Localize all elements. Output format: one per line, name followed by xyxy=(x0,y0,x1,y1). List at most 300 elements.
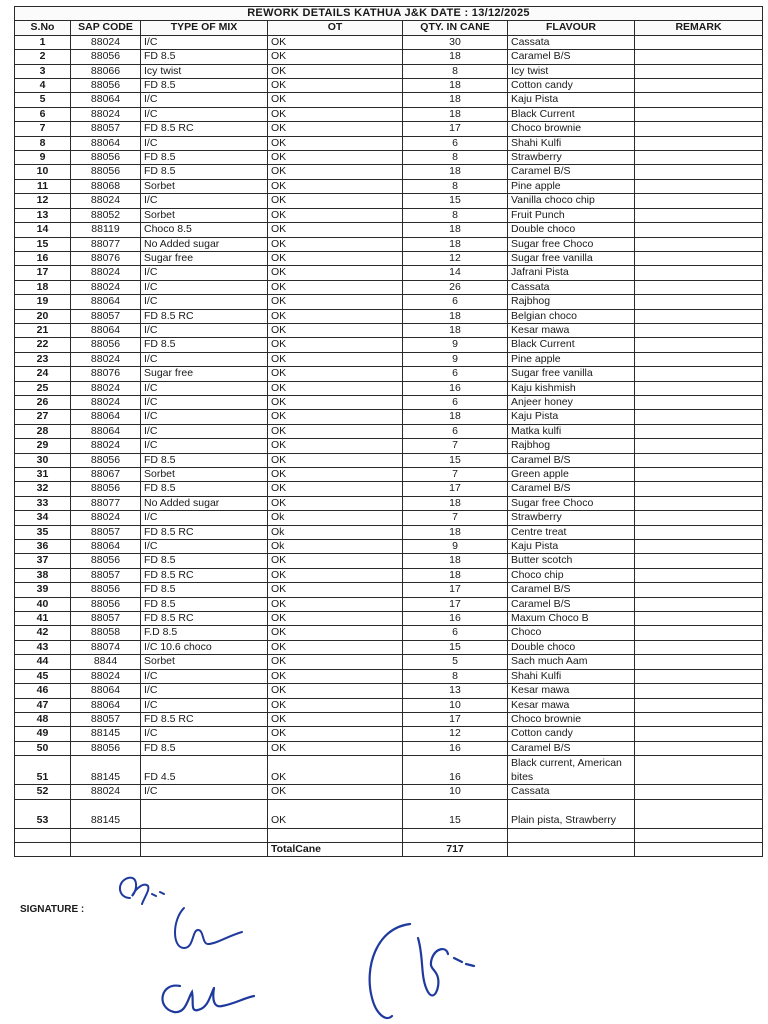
ot-cell: OK xyxy=(268,179,403,193)
table-row xyxy=(15,669,763,683)
table-row xyxy=(15,525,763,539)
remark-cell xyxy=(635,640,763,654)
remark-cell xyxy=(635,597,763,611)
flavour-cell: Icy twist xyxy=(508,64,635,78)
ot-cell: OK xyxy=(268,712,403,726)
remark-cell xyxy=(635,655,763,669)
mix-type-cell: Choco 8.5 xyxy=(141,223,268,237)
sno-cell: 25 xyxy=(15,381,71,395)
sno-cell: 2 xyxy=(15,50,71,64)
table-row xyxy=(15,237,763,251)
table-row xyxy=(15,568,763,582)
mix-type-cell: Icy twist xyxy=(141,64,268,78)
mix-type-cell: I/C 10.6 choco xyxy=(141,640,268,654)
mix-type-cell: I/C xyxy=(141,280,268,294)
sap-code-cell: 88064 xyxy=(71,93,141,107)
sap-code-cell: 88056 xyxy=(71,453,141,467)
header-row xyxy=(15,21,763,35)
remark-cell xyxy=(635,79,763,93)
flavour-cell: Centre treat xyxy=(508,525,635,539)
ot-cell: OK xyxy=(268,626,403,640)
flavour-cell: Black Current xyxy=(508,107,635,121)
sap-code-cell: 88056 xyxy=(71,597,141,611)
flavour-cell: Caramel B/S xyxy=(508,50,635,64)
sap-code-cell: 88119 xyxy=(71,223,141,237)
remark-cell xyxy=(635,554,763,568)
title-row xyxy=(15,7,763,21)
sap-code-cell: 88057 xyxy=(71,122,141,136)
sno-cell: 34 xyxy=(15,511,71,525)
flavour-cell: Vanilla choco chip xyxy=(508,194,635,208)
table-row xyxy=(15,122,763,136)
sap-code-cell: 88056 xyxy=(71,583,141,597)
remark-cell xyxy=(635,352,763,366)
flavour-cell: Green apple xyxy=(508,468,635,482)
flavour-cell: Sugar free vanilla xyxy=(508,367,635,381)
mix-type-cell: I/C xyxy=(141,684,268,698)
ot-cell: OK xyxy=(268,309,403,323)
ot-cell: OK xyxy=(268,741,403,755)
sap-code-cell: 88056 xyxy=(71,165,141,179)
mix-type-cell: Sorbet xyxy=(141,208,268,222)
table-row xyxy=(15,50,763,64)
remark-cell xyxy=(635,179,763,193)
sap-code-cell: 8844 xyxy=(71,655,141,669)
sno-cell: 29 xyxy=(15,439,71,453)
mix-type-cell: FD 8.5 xyxy=(141,338,268,352)
qty-cell: 13 xyxy=(403,684,508,698)
remark-cell xyxy=(635,612,763,626)
sno-cell: 16 xyxy=(15,251,71,265)
table-row xyxy=(15,93,763,107)
blank-cell xyxy=(71,828,141,842)
sno-cell: 46 xyxy=(15,684,71,698)
table-row xyxy=(15,640,763,654)
remark-cell xyxy=(635,669,763,683)
sap-code-cell: 88064 xyxy=(71,295,141,309)
remark-cell xyxy=(635,194,763,208)
sap-code-cell: 88058 xyxy=(71,626,141,640)
remark-cell xyxy=(635,107,763,121)
table-row xyxy=(15,266,763,280)
remark-cell xyxy=(635,727,763,741)
remark-cell xyxy=(635,453,763,467)
flavour-cell: Sugar free Choco xyxy=(508,237,635,251)
blank-cell xyxy=(635,828,763,842)
remark-cell xyxy=(635,424,763,438)
flavour-cell: Kaju Pista xyxy=(508,540,635,554)
sap-code-cell: 88064 xyxy=(71,540,141,554)
mix-type-cell: I/C xyxy=(141,424,268,438)
sno-cell: 39 xyxy=(15,583,71,597)
table-row xyxy=(15,280,763,294)
table-row xyxy=(15,554,763,568)
flavour-cell: Kaju kishmish xyxy=(508,381,635,395)
table-row xyxy=(15,698,763,712)
ot-cell: OK xyxy=(268,208,403,222)
flavour-cell: Caramel B/S xyxy=(508,482,635,496)
ot-cell: Ok xyxy=(268,511,403,525)
remark-cell xyxy=(635,540,763,554)
col-sap-header: SAP CODE xyxy=(71,21,141,35)
sno-cell: 28 xyxy=(15,424,71,438)
remark-cell xyxy=(635,223,763,237)
sno-cell: 37 xyxy=(15,554,71,568)
ot-cell: OK xyxy=(268,64,403,78)
mix-type-cell: I/C xyxy=(141,410,268,424)
mix-type-cell: FD 8.5 xyxy=(141,50,268,64)
sno-cell: 32 xyxy=(15,482,71,496)
sap-code-cell: 88057 xyxy=(71,568,141,582)
mix-type-cell: FD 8.5 xyxy=(141,583,268,597)
table-row xyxy=(15,367,763,381)
flavour-cell: Caramel B/S xyxy=(508,597,635,611)
qty-cell: 9 xyxy=(403,338,508,352)
qty-cell: 18 xyxy=(403,496,508,510)
qty-cell: 30 xyxy=(403,35,508,49)
flavour-cell: Maxum Choco B xyxy=(508,612,635,626)
ot-cell: OK xyxy=(268,50,403,64)
sno-cell: 38 xyxy=(15,568,71,582)
flavour-cell: Shahi Kulfi xyxy=(508,669,635,683)
table-row xyxy=(15,107,763,121)
sno-cell: 42 xyxy=(15,626,71,640)
mix-type-cell: I/C xyxy=(141,381,268,395)
flavour-cell: Caramel B/S xyxy=(508,583,635,597)
mix-type-cell: Sorbet xyxy=(141,468,268,482)
remark-cell xyxy=(635,568,763,582)
flavour-cell: Kesar mawa xyxy=(508,698,635,712)
table-row xyxy=(15,165,763,179)
remark-cell xyxy=(635,381,763,395)
flavour-cell: Double choco xyxy=(508,640,635,654)
col-ot-header: OT xyxy=(268,21,403,35)
table-row xyxy=(15,712,763,726)
flavour-cell: Sach much Aam xyxy=(508,655,635,669)
signature-4 xyxy=(358,918,498,1024)
flavour-cell: Matka kulfi xyxy=(508,424,635,438)
sno-cell: 50 xyxy=(15,741,71,755)
remark-cell xyxy=(635,684,763,698)
qty-cell: 17 xyxy=(403,597,508,611)
sno-cell: 7 xyxy=(15,122,71,136)
qty-cell: 18 xyxy=(403,107,508,121)
sno-cell: 52 xyxy=(15,785,71,799)
ot-cell: OK xyxy=(268,295,403,309)
flavour-cell: Rajbhog xyxy=(508,295,635,309)
table-row xyxy=(15,35,763,49)
total-blank-cell xyxy=(71,842,141,856)
mix-type-cell: I/C xyxy=(141,352,268,366)
flavour-cell: Double choco xyxy=(508,223,635,237)
qty-cell: 26 xyxy=(403,280,508,294)
sap-code-cell: 88077 xyxy=(71,496,141,510)
sno-cell: 3 xyxy=(15,64,71,78)
mix-type-cell: I/C xyxy=(141,136,268,150)
remark-cell xyxy=(635,309,763,323)
ot-cell: OK xyxy=(268,640,403,654)
sap-code-cell: 88056 xyxy=(71,338,141,352)
mix-type-cell: I/C xyxy=(141,395,268,409)
qty-cell: 6 xyxy=(403,395,508,409)
flavour-cell: Strawberry xyxy=(508,151,635,165)
ot-cell: OK xyxy=(268,323,403,337)
remark-cell xyxy=(635,338,763,352)
qty-cell: 9 xyxy=(403,352,508,366)
mix-type-cell: I/C xyxy=(141,93,268,107)
sno-cell: 26 xyxy=(15,395,71,409)
qty-cell: 14 xyxy=(403,266,508,280)
flavour-cell: Choco brownie xyxy=(508,122,635,136)
sno-cell: 19 xyxy=(15,295,71,309)
sno-cell: 49 xyxy=(15,727,71,741)
col-qty-header: QTY. IN CANE xyxy=(403,21,508,35)
ot-cell: OK xyxy=(268,785,403,799)
mix-type-cell: No Added sugar xyxy=(141,237,268,251)
mix-type-cell: FD 8.5 RC xyxy=(141,612,268,626)
mix-type-cell: FD 8.5 xyxy=(141,453,268,467)
sap-code-cell: 88056 xyxy=(71,50,141,64)
flavour-cell: Pine apple xyxy=(508,179,635,193)
sno-cell: 6 xyxy=(15,107,71,121)
total-qty: 717 xyxy=(403,842,508,856)
flavour-cell: Choco chip xyxy=(508,568,635,582)
qty-cell: 8 xyxy=(403,669,508,683)
table-row xyxy=(15,395,763,409)
table-row xyxy=(15,453,763,467)
mix-type-cell: FD 8.5 xyxy=(141,79,268,93)
sno-cell: 48 xyxy=(15,712,71,726)
sno-cell: 10 xyxy=(15,165,71,179)
qty-cell: 18 xyxy=(403,323,508,337)
mix-type-cell: Sugar free xyxy=(141,251,268,265)
flavour-cell: Plain pista, Strawberry xyxy=(508,799,635,828)
col-flavour-header: FLAVOUR xyxy=(508,21,635,35)
qty-cell: 17 xyxy=(403,482,508,496)
flavour-cell: Kesar mawa xyxy=(508,684,635,698)
remark-cell xyxy=(635,266,763,280)
table-row xyxy=(15,468,763,482)
table-row xyxy=(15,655,763,669)
total-blank-cell xyxy=(15,842,71,856)
qty-cell: 16 xyxy=(403,612,508,626)
mix-type-cell: FD 8.5 xyxy=(141,151,268,165)
table-row xyxy=(15,410,763,424)
qty-cell: 18 xyxy=(403,93,508,107)
sap-code-cell: 88064 xyxy=(71,698,141,712)
total-blank-cell xyxy=(141,842,268,856)
sap-code-cell: 88024 xyxy=(71,352,141,366)
ot-cell: OK xyxy=(268,352,403,366)
sap-code-cell: 88067 xyxy=(71,468,141,482)
signature-2 xyxy=(168,900,258,960)
remark-cell xyxy=(635,367,763,381)
sap-code-cell: 88057 xyxy=(71,712,141,726)
remark-cell xyxy=(635,468,763,482)
mix-type-cell: FD 8.5 RC xyxy=(141,122,268,136)
remark-cell xyxy=(635,756,763,785)
flavour-cell: Kaju Pista xyxy=(508,93,635,107)
sno-cell: 51 xyxy=(15,756,71,785)
flavour-cell: Cotton candy xyxy=(508,727,635,741)
mix-type-cell: I/C xyxy=(141,107,268,121)
remark-cell xyxy=(635,439,763,453)
qty-cell: 16 xyxy=(403,381,508,395)
blank-cell xyxy=(15,828,71,842)
mix-type-cell: FD 8.5 xyxy=(141,165,268,179)
sno-cell: 30 xyxy=(15,453,71,467)
sap-code-cell: 88066 xyxy=(71,64,141,78)
qty-cell: 7 xyxy=(403,511,508,525)
sap-code-cell: 88077 xyxy=(71,237,141,251)
blank-cell xyxy=(403,828,508,842)
mix-type-cell: I/C xyxy=(141,669,268,683)
qty-cell: 18 xyxy=(403,223,508,237)
table-row xyxy=(15,684,763,698)
ot-cell: OK xyxy=(268,727,403,741)
ot-cell: OK xyxy=(268,266,403,280)
blank-cell xyxy=(268,828,403,842)
ot-cell: OK xyxy=(268,439,403,453)
qty-cell: 17 xyxy=(403,583,508,597)
sap-code-cell: 88074 xyxy=(71,640,141,654)
ot-cell: OK xyxy=(268,669,403,683)
table-row xyxy=(15,756,763,785)
remark-cell xyxy=(635,122,763,136)
sap-code-cell: 88064 xyxy=(71,684,141,698)
total-row xyxy=(15,842,763,856)
sap-code-cell: 88064 xyxy=(71,410,141,424)
sno-cell: 8 xyxy=(15,136,71,150)
flavour-cell: Cassata xyxy=(508,35,635,49)
remark-cell xyxy=(635,208,763,222)
sno-cell: 4 xyxy=(15,79,71,93)
table-row xyxy=(15,323,763,337)
table-row xyxy=(15,79,763,93)
remark-cell xyxy=(635,165,763,179)
remark-cell xyxy=(635,698,763,712)
table-row xyxy=(15,540,763,554)
ot-cell: OK xyxy=(268,453,403,467)
table-row xyxy=(15,626,763,640)
mix-type-cell: FD 8.5 xyxy=(141,482,268,496)
qty-cell: 18 xyxy=(403,237,508,251)
sno-cell: 15 xyxy=(15,237,71,251)
sap-code-cell: 88057 xyxy=(71,309,141,323)
signature-3 xyxy=(150,968,260,1024)
flavour-cell: Caramel B/S xyxy=(508,453,635,467)
sno-cell: 14 xyxy=(15,223,71,237)
sno-cell: 20 xyxy=(15,309,71,323)
remark-cell xyxy=(635,151,763,165)
sno-cell: 13 xyxy=(15,208,71,222)
qty-cell: 10 xyxy=(403,785,508,799)
qty-cell: 6 xyxy=(403,295,508,309)
remark-cell xyxy=(635,251,763,265)
sap-code-cell: 88064 xyxy=(71,424,141,438)
sap-code-cell: 88056 xyxy=(71,151,141,165)
mix-type-cell: F.D 8.5 xyxy=(141,626,268,640)
sno-cell: 31 xyxy=(15,468,71,482)
remark-cell xyxy=(635,395,763,409)
mix-type-cell: I/C xyxy=(141,194,268,208)
ot-cell: OK xyxy=(268,107,403,121)
qty-cell: 15 xyxy=(403,453,508,467)
col-remark-header: REMARK xyxy=(635,21,763,35)
flavour-cell: Rajbhog xyxy=(508,439,635,453)
sno-cell: 9 xyxy=(15,151,71,165)
sap-code-cell: 88056 xyxy=(71,741,141,755)
sap-code-cell: 88056 xyxy=(71,554,141,568)
sap-code-cell: 88145 xyxy=(71,727,141,741)
qty-cell: 17 xyxy=(403,122,508,136)
qty-cell: 8 xyxy=(403,64,508,78)
sno-cell: 18 xyxy=(15,280,71,294)
qty-cell: 10 xyxy=(403,698,508,712)
qty-cell: 7 xyxy=(403,439,508,453)
table-row xyxy=(15,439,763,453)
ot-cell: OK xyxy=(268,251,403,265)
qty-cell: 15 xyxy=(403,640,508,654)
mix-type-cell: I/C xyxy=(141,295,268,309)
table-row xyxy=(15,251,763,265)
sap-code-cell: 88068 xyxy=(71,179,141,193)
remark-cell xyxy=(635,785,763,799)
sno-cell: 22 xyxy=(15,338,71,352)
table-row xyxy=(15,583,763,597)
qty-cell: 18 xyxy=(403,410,508,424)
qty-cell: 17 xyxy=(403,712,508,726)
mix-type-cell: No Added sugar xyxy=(141,496,268,510)
mix-type-cell: FD 8.5 RC xyxy=(141,568,268,582)
sap-code-cell: 88145 xyxy=(71,799,141,828)
flavour-cell: Kaju Pista xyxy=(508,410,635,424)
qty-cell: 16 xyxy=(403,741,508,755)
sno-cell: 21 xyxy=(15,323,71,337)
qty-cell: 15 xyxy=(403,194,508,208)
qty-cell: 8 xyxy=(403,208,508,222)
sno-cell: 43 xyxy=(15,640,71,654)
qty-cell: 18 xyxy=(403,79,508,93)
ot-cell: OK xyxy=(268,554,403,568)
sno-cell: 47 xyxy=(15,698,71,712)
sno-cell: 24 xyxy=(15,367,71,381)
sap-code-cell: 88024 xyxy=(71,669,141,683)
sno-cell: 53 xyxy=(15,799,71,828)
flavour-cell: Choco brownie xyxy=(508,712,635,726)
sap-code-cell: 88056 xyxy=(71,79,141,93)
mix-type-cell: Sugar free xyxy=(141,367,268,381)
rework-table xyxy=(14,6,763,857)
total-blank-cell xyxy=(508,842,635,856)
mix-type-cell: FD 8.5 RC xyxy=(141,525,268,539)
flavour-cell: Black Current xyxy=(508,338,635,352)
ot-cell: OK xyxy=(268,381,403,395)
ot-cell: OK xyxy=(268,237,403,251)
sno-cell: 45 xyxy=(15,669,71,683)
flavour-cell: Shahi Kulfi xyxy=(508,136,635,150)
sno-cell: 17 xyxy=(15,266,71,280)
table-row xyxy=(15,482,763,496)
qty-cell: 12 xyxy=(403,251,508,265)
qty-cell: 8 xyxy=(403,151,508,165)
sno-cell: 23 xyxy=(15,352,71,366)
sap-code-cell: 88024 xyxy=(71,511,141,525)
qty-cell: 15 xyxy=(403,799,508,828)
ot-cell: OK xyxy=(268,136,403,150)
table-row xyxy=(15,338,763,352)
mix-type-cell: Sorbet xyxy=(141,655,268,669)
